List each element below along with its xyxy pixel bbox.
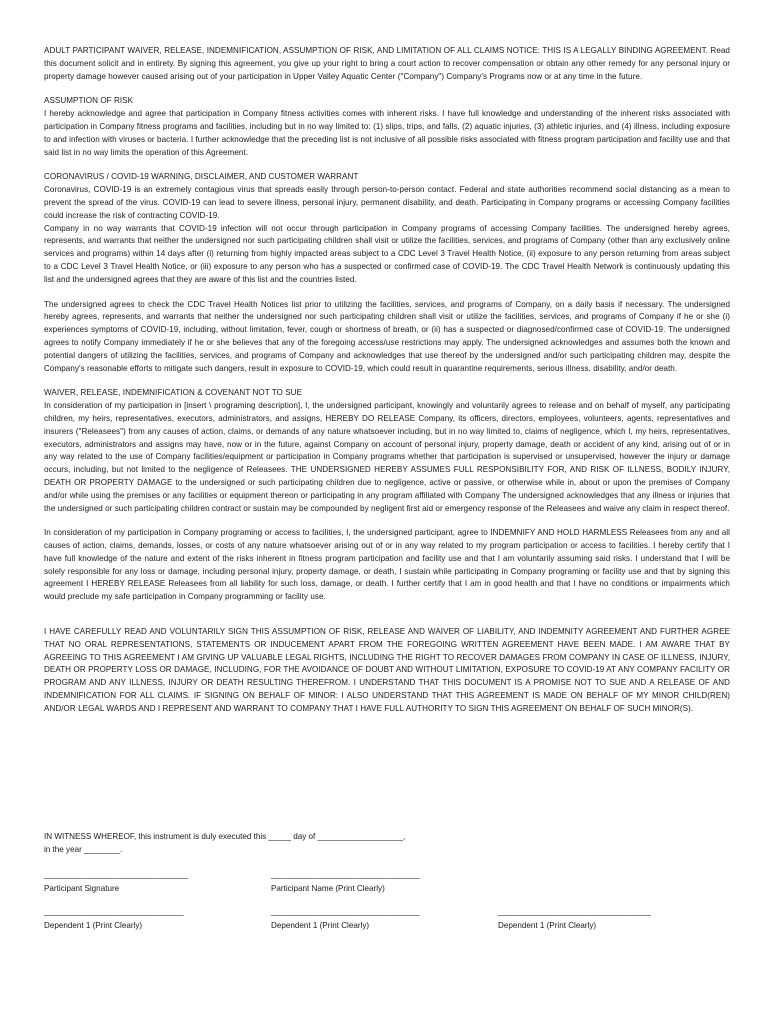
waiver-paragraph-1: In consideration of my participation in [insert \ programing description], I, the undersigned participant, knowingly and voluntarily agrees to release and on behalf of myself, any participating children, my heirs, representatives, executors, administrators, and assigns, HEREBY DO RELEASE Company, its officers, directors, employees, volunteers, agents, representatives and insurers ("Releasees") from any causes of action, claims, or demands of any nature whatsoever including, but in no way limited to, claims of negligence, which I, my heirs, representatives, executors, administrators and assigns may have, now or in the future, against Company on account of personal injury, property damage, death or accident of any kind, arising out of or in any way related to the use of Company facilities/equipment or participation in Company programs whether that participation is supervised or unsupervised, however the injury or damage occurs, including, but not limited to the negligence of Releasees. THE UNDERSIGNED HEREBY ASSUMES FULL RESPONSIBILITY FOR, AND RISK OF ILLNESS, BODILY INJURY, DEATH OR PROPERTY DAMAGE to the undersigned or such participating children due to negligence, active or passive, or otherwise while in, about or upon the premises of Company and/or while using the premises or any facilities or equipment thereon or participating in any program affiliated with Company The undersigned acknowledges that any illness or injuries that the undersigned or such participating children contract or sustain may be compounded by negligent first aid or emergency response of the Releasees and waive any claim in respect thereof.: [44, 401, 730, 513]
indemnity-paragraph: In consideration of my participation in Company programing or access to facilities, I, the undersigned participant, agree to INDEMNIFY AND HOLD HARMLESS Releasees from any and all causes of action, claims, demands, losses, or costs of any nature whatsoever arising out of or in any way related to my program participation or access to facilities. I hereby certify that I have full knowledge of the nature and extent of the risks inherent in fitness program participation and facility use and that I am voluntarily assuming said risks. I understand that I will be solely responsible for any loss or damage, including personal injury, property damage, or death, I sustain while participating in Company programing or facility use and that by signing this agreement I HEREBY RELEASE Releasees from all liability for such loss, damage, or death. I further certify that I am in good health and that I have no conditions or impairments which would preclude my safe participation in Company programming or facility use.: [44, 528, 730, 602]
assumption-of-risk-body: I hereby acknowledge and agree that participation in Company fitness activities comes with inherent risks. I have full knowledge and understanding of the inherent risks associated with participation in Company fitness programs and facilities, including but in no way limited to: (1) slips, trips, and falls, (2) aquatic injuries, (3) athletic injuries, and (4) illness, including exposure to and infection with viruses or bacteria. I further acknowledge that the preceding list is not inclusive of all possible risks associated with fitness program participation and facility use and that said list in no way limits the operation of this Agreement.: [44, 109, 730, 157]
waiver-document-body: [44, 45, 730, 716]
participant-name-label: Participant Name (Print Clearly): [271, 884, 385, 893]
dependent-1-block-a: [44, 906, 184, 932]
dependent-1-label-c: Dependent 1 (Print Clearly): [498, 921, 597, 930]
participant-signature-label: Participant Signature: [44, 884, 120, 893]
dependent-1-label-a: Dependent 1 (Print Clearly): [44, 921, 143, 930]
participant-signature-line[interactable]: ________________________________: [44, 870, 189, 879]
participant-name-block: [271, 869, 420, 895]
covid-warning-paragraph-3: The undersigned agrees to check the CDC Travel Health Notices list prior to utilizing the facilities, services, and programs of Company, on a daily basis if necessary. The undersigned hereby agrees, represents, and warrants that neither the undersigned nor such participating children shall visit or utilize the facilities, services, and programs of Company if he or she (i) experiences symptoms of COVID-19, including, without limitation, fever, cough or shortness of breath, or (ii) has a suspected or diagnosed/confirmed case of COVID-19. The undersigned agrees to notify Company immediately if he or she believes that any of the foregoing access/use restrictions may apply. The undersigned acknowledges and assumes both the known and potential dangers of utilizing the facilities, services, and programs of Company and acknowledges that use thereof by the undersigned and/or such participating children may, despite the Company's reasonable efforts to mitigate such dangers, result in exposure to COVID-19, which could result in quarantine requirements, serious illness, disability, and/or death.: [44, 299, 730, 373]
dependent-1-line-c[interactable]: __________________________________: [498, 907, 652, 916]
witness-line-2[interactable]: in the year ________.: [44, 845, 123, 854]
acknowledgement-paragraph: I HAVE CAREFULLY READ AND VOLUNTARILY SIGN THIS ASSUMPTION OF RISK, RELEASE AND WAIVER OF LIABILITY, AND INDEMNITY AGREEMENT AND FURTHER AGREE THAT NO ORAL REPRESENTATIONS, STATEMENTS OR INDUCEMENT APART FROM THE FOREGOING WRITTEN AGREEMENT HAVE BEEN MADE. I AM AWARE THAT BY AGREEING TO THIS AGREEMENT I AM GIVING UP VALUABLE LEGAL RIGHTS, INCLUDING THE RIGHT TO RECOVER DAMAGES FROM COMPANY IN CASE OF ILLNESS, INJURY, DEATH OR PROPERTY LOSS OR DAMAGE, INCLUDING, FOR THE AVOIDANCE OF DOUBT AND WITHOUT LIMITATION, EXPOSURE TO COVID-19 AT ANY COMPANY FACILITY OR PROGRAM AND ANY ILLNESS, INJURY OR DEATH RESULTING THEREFROM. I UNDERSTAND THAT THIS DOCUMENT IS A PROMISE NOT TO SUE AND A RELEASE OF AND INDEMNIFICATION FOR ALL CLAIMS. IF SIGNING ON BEHALF OF MINOR: I ALSO UNDERSTAND THAT THIS AGREEMENT IS MADE ON BEHALF OF MY MINOR CHILD(REN) AND/OR LEGAL WARDS AND I REPRESENT AND WARRANT TO COMPANY THAT I HAVE FULL AUTHORITY TO SIGN THIS AGREEMENT ON BEHALF OF SUCH MINOR(S).: [44, 627, 730, 713]
dependent-1-line-b[interactable]: _________________________________: [271, 907, 420, 916]
waiver-heading: WAIVER, RELEASE, INDEMNIFICATION & COVENANT NOT TO SUE: [44, 388, 302, 398]
covid-warning-paragraph-1: Coronavirus, COVID-19 is an extremely contagious virus that spreads easily through person-to-person contact. Federal and state authorities recommend social distancing as a mean to prevent the spread of the virus. COVID-19 can lead to severe illness, personal injury, permanent disability, and death. Participating in Company programs or accessing Company facilities could increase the risk of contracting COVID-19.: [44, 185, 730, 220]
witness-line-1[interactable]: IN WITNESS WHEREOF, this instrument is duly executed this _____ day of ___________________,: [44, 832, 406, 841]
covid-warning-paragraph-2: Company in no way warrants that COVID-19 infection will not occur through participation in Company programs of accessing Company facilities. The undersigned hereby agrees, represents, and warrants that neither the undersigned nor such participating children shall visit or utilize the facilities, services, and programs of Company (other than any exclusively online services and programs) within 14 days after (i) returning from highly impacted areas subject to a CDC Level 3 Travel Health Notice, (ii) exposure to any person returning from areas subject to a CDC Level 3 Travel Health Notice, or (iii) exposure to any person who has a suspected or confirmed case of COVID-19. The CDC Travel Health Network is continuously updating this list and the undersigned agrees that they are aware of this list and the countries listed.: [44, 223, 730, 284]
dependent-1-block-c: [498, 906, 651, 932]
dependent-1-label-b: Dependent 1 (Print Clearly): [271, 921, 370, 930]
participant-signature-block: [44, 869, 188, 895]
dependent-1-line-a[interactable]: _______________________________: [44, 907, 184, 916]
witness-clause: [44, 830, 730, 856]
covid-warning-heading: CORONAVIRUS / COVID-19 WARNING, DISCLAIMER, AND CUSTOMER WARRANT: [44, 172, 359, 182]
dependent-1-block-b: [271, 906, 420, 932]
participant-name-line[interactable]: _________________________________: [271, 870, 420, 879]
assumption-of-risk-heading: ASSUMPTION OF RISK: [44, 96, 134, 106]
intro-notice: ADULT PARTICIPANT WAIVER, RELEASE, INDEMNIFICATION, ASSUMPTION OF RISK, AND LIMITATION OF ALL CLAIMS NOTICE: THIS IS A LEGALLY BINDING AGREEMENT. Read this document solicit and in entirety. By signing this agreement, you give up your right to bring a court action to recover compensation or obtain any other remedy for any personal injury or property damage however caused arising out of your participation in Upper Valley Aquatic Center ("Company") Company's Programs now or at any time in the future.: [44, 46, 730, 81]
